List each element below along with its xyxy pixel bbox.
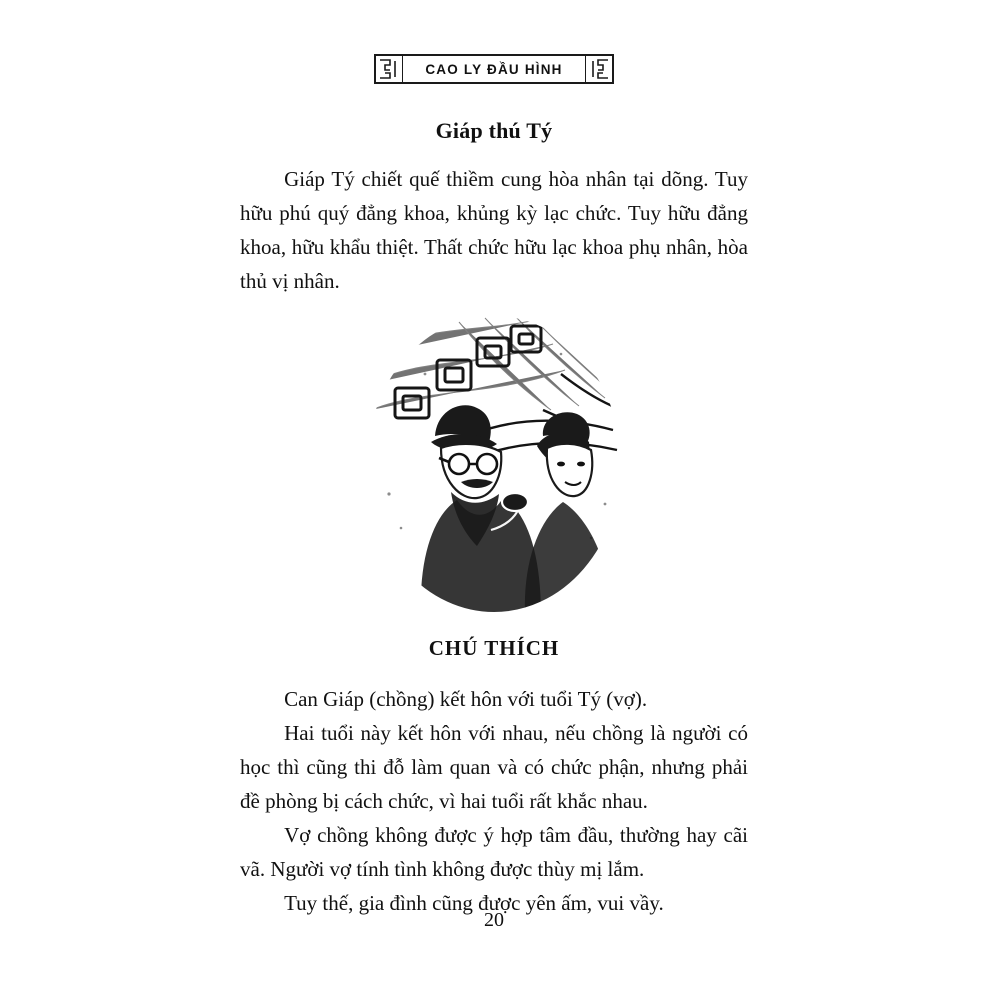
running-head-plate [374,54,613,84]
notes-paragraph: Hai tuổi này kết hôn với nhau, nếu chồng là người có học thì cũng thi đỗ làm quan và có chức phận, nhưng phải đề phòng bị cách chức, vì hai tuổi rất khắc nhau. [240,721,748,814]
notes-paragraph: Vợ chồng không được ý hợp tâm đầu, thường hay cãi vã. Người vợ tính tình không được thùy mị lắm. [240,823,748,882]
notes-paragraph: Can Giáp (chồng) kết hôn với tuổi Tý (vợ). [284,687,648,712]
notes-title: CHÚ THÍCH [428,636,560,661]
scroll-ornament-icon [376,56,403,82]
running-head [240,54,748,84]
section-title: Giáp thú Tý [435,118,553,143]
page-number: 20 [484,909,504,931]
notes-body [240,682,748,920]
notes-paragraph: Tuy thế, gia đình cũng được yên ấm, vui vầy. [284,891,664,916]
running-head-title: CAO LY ĐẦU HÌNH [425,61,563,77]
section-body [240,162,748,298]
body-paragraph: Giáp Tý chiết quế thiềm cung hòa nhân tại dõng. Tuy hữu phú quý đẳng khoa, khủng kỳ lạc chức. Tuy hữu đẳng khoa, hữu khẩu thiệt. Thất chức hữu lạc khoa phụ nhân, hòa thủ vị nhân. [240,167,748,294]
illustration-container [240,314,748,614]
circular-woodblock-illustration [365,314,623,614]
scroll-ornament-icon [585,56,612,82]
